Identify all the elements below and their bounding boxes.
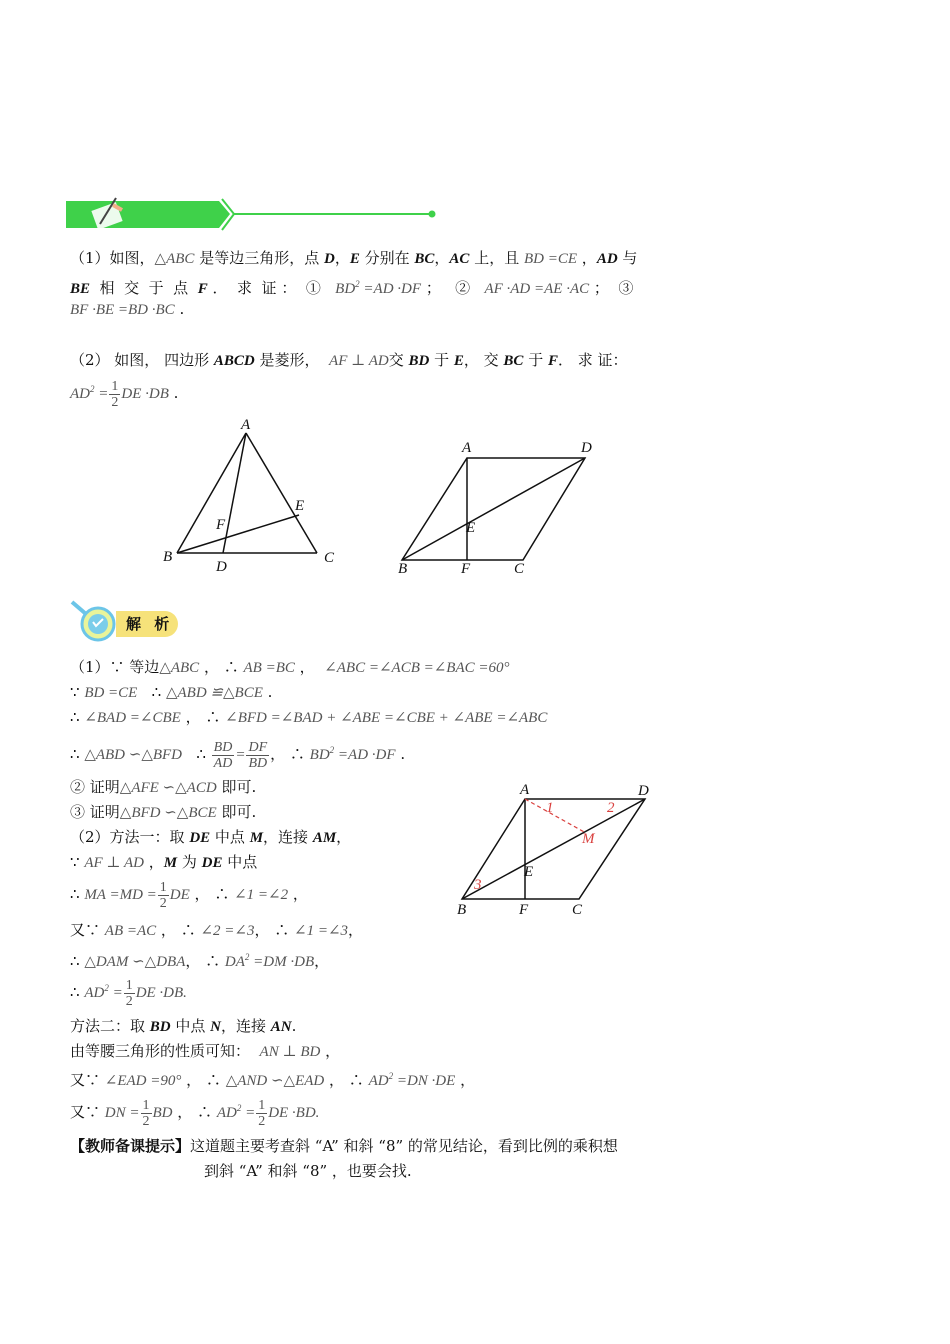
sol-line5: ② 证明△AFE ∽△ACD 即可. [70,778,257,796]
q1-line1: （1）如图，△ABC 是等边三角形，点 D，E 分别在 BC，AC 上，且 BD =CE ，AD 与 [70,249,638,267]
label-D: D [581,440,592,456]
label-A: A [462,440,472,456]
label-A: A [241,417,251,433]
q1-line3: BF ·BE =BD ·BC . [70,300,185,318]
magnifier-icon [68,598,120,642]
sol-line12: ∴ $AD^2$ = $\frac{1}{2}$ DE ·DB. [70,977,187,1009]
label-C: C [572,902,583,918]
sol-line4: ∴ △ABD ∽△BFD ∴ $\frac{BD}{AD}$ = $\frac{DF}{BD}$ ， ∴ $BD^2 =AD \cdot DF$ . [70,739,406,771]
figure-rhombus [390,436,605,581]
label-D: D [638,783,649,799]
sol-line14: 由等腰三角形的性质可知： AN ⊥ BD ， [70,1042,341,1060]
angle-1: 1 [546,800,554,816]
section-banner [64,196,444,234]
label-D: D [216,559,227,575]
q2-line2: $AD^2$ = $\frac{1}{2}$ DE ·DB . [70,378,179,410]
label-B: B [163,549,173,565]
label-C: C [324,550,335,566]
label-F: F [519,902,529,918]
label-B: B [398,561,408,577]
sol-line15: 又∵ ∠EAD =90° ， ∴ △AND ∽△EAD ， ∴ $AD^2 =DN \cdot DE$ ， [70,1071,476,1089]
sol-line9: ∴ MA =MD = $\frac{1}{2}$ DE ， ∴ ∠1 =∠2 ， [70,879,308,911]
label-E: E [524,864,534,880]
label-F: F [216,517,226,533]
figure-rhombus-midpoint [450,778,665,918]
label-E: E [466,520,476,536]
angle-2: 2 [607,800,615,816]
tip-line1: 【教师备课提示】这道题主要考查斜 “A” 和斜 “8” 的常见结论，看到比例的乘积想 [70,1137,618,1155]
q2-line1: （2） 如图， 四边形 ABCD 是菱形， AF ⊥ AD交 BD 于 E， 交 BC 于 F． 求 证： [70,351,628,369]
sol-line11: ∴ △DAM ∽△DBA， ∴ $DA^2 =DM \cdot DB$， [70,952,330,970]
sol-line2: ∵ BD =CE ∴ △ABD ≌△BCE . [70,683,273,701]
label-F: F [461,561,471,577]
sol-line8: ∵ AF ⊥ AD ，M 为 DE 中点 [70,853,258,871]
sol-line16: 又∵ DN = $\frac{1}{2}$ BD ， ∴ $AD^2$ = $\frac{1}{2}$ DE ·BD. [70,1097,320,1129]
jiexi-label: 解 析 [116,611,178,637]
sol-line6: ③ 证明△BFD ∽△BCE 即可. [70,803,257,821]
label-C: C [514,561,525,577]
label-M: M [582,831,595,847]
sol-line3: ∴ ∠BAD =∠CBE ， ∴ ∠BFD =∠BAD + ∠ABE =∠CBE + ∠ABE =∠ABC [70,708,548,726]
sol-line13: 方法二：取 BD 中点 N，连接 AN. [70,1017,297,1035]
label-E: E [295,498,305,514]
figure-triangle [155,412,355,582]
angle-3: 3 [474,877,482,893]
label-B: B [457,902,467,918]
tip-line2: 到斜 “A” 和斜 “8” ，也要会找. [204,1162,412,1180]
label-A: A [520,782,530,798]
sol-line7: （2）方法一：取 DE 中点 M，连接 AM， [70,828,352,846]
sol-line1: （1）∵ 等边△ABC ， ∴ AB =BC ， ∠ABC =∠ACB =∠BAC =60° [70,658,510,676]
q1-line2: BE 相 交 于 点 F ． 求 证 ： ① $BD^2 =AD \cdot DF$ ； ② AF ·AD =AE ·AC ； ③ [70,279,634,297]
sol-line10: 又∵ AB =AC ， ∴ ∠2 =∠3， ∴ ∠1 =∠3， [70,921,364,939]
